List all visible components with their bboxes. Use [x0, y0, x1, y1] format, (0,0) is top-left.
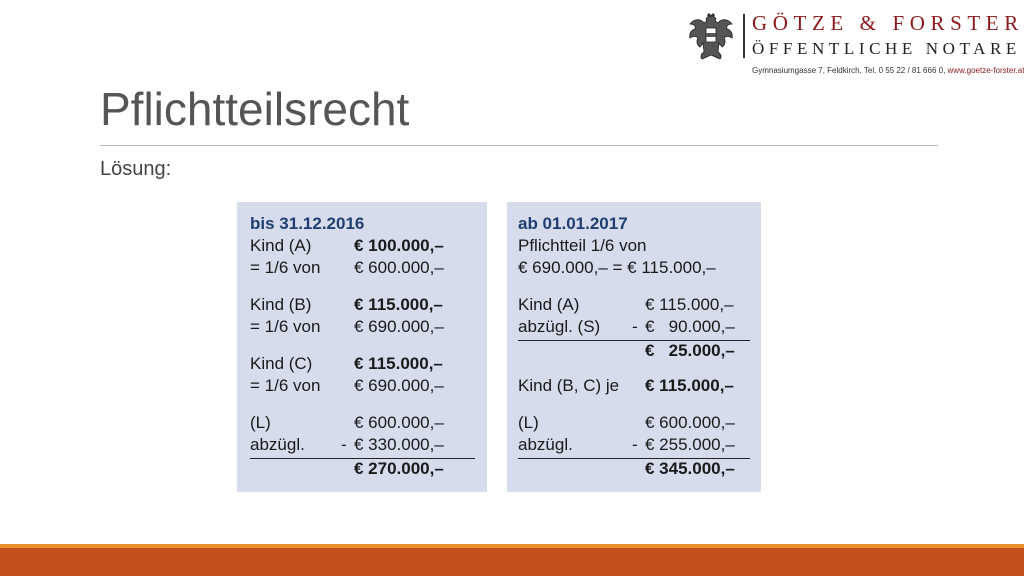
table-row: [507, 236, 761, 258]
row-label: € 690.000,– = € 115.000,–: [518, 258, 716, 277]
austrian-eagle-crest-icon: [686, 12, 736, 62]
row-label: = 1/6 von: [250, 258, 321, 277]
footer-bar: [0, 548, 1024, 576]
row-value: € 115.000,–: [354, 354, 443, 373]
calculation-box-from-2017: [507, 202, 761, 492]
result-value: € 345.000,–: [645, 459, 735, 478]
row-label: = 1/6 von: [250, 317, 321, 336]
row-value: € 690.000,–: [354, 376, 444, 395]
row-label: abzügl.: [250, 435, 305, 454]
table-row: [507, 341, 761, 363]
table-row: [507, 459, 761, 481]
firm-name: GÖTZE & FORSTER: [752, 11, 1024, 35]
minus-sign: -: [632, 317, 638, 336]
table-row: [507, 317, 761, 339]
table-row: [507, 413, 761, 435]
row-value: € 90.000,–: [645, 317, 735, 336]
logo-divider: [743, 14, 745, 58]
row-value: € 115.000,–: [354, 295, 443, 314]
table-row: [507, 435, 761, 457]
box-heading-row: [507, 214, 761, 236]
row-value: € 600.000,–: [645, 413, 735, 432]
result-value: € 270.000,–: [354, 459, 444, 478]
row-value: € 255.000,–: [645, 435, 735, 454]
row-label: Kind (B): [250, 295, 312, 314]
row-label: abzügl. (S): [518, 317, 601, 336]
row-value: € 115.000,–: [645, 295, 734, 314]
row-label: Kind (B, C) je: [518, 376, 620, 395]
minus-sign: -: [632, 435, 638, 454]
table-row: [507, 295, 761, 317]
table-row: [237, 317, 487, 339]
row-value: € 330.000,–: [354, 435, 444, 454]
row-label: = 1/6 von: [250, 376, 321, 395]
table-row: [237, 459, 487, 481]
table-row: [237, 376, 487, 398]
table-row: [237, 413, 487, 435]
firm-subtitle: ÖFFENTLICHE NOTARE: [752, 39, 1021, 58]
calculation-box-until-2016: [237, 202, 487, 492]
table-row: [237, 435, 487, 457]
title-divider: [100, 145, 938, 146]
box-heading: ab 01.01.2017: [518, 214, 628, 233]
row-label: (L): [250, 413, 271, 432]
slide-title: Pflichtteilsrecht: [100, 83, 410, 135]
website-link[interactable]: www.goetze-forster.at: [947, 66, 1024, 75]
row-label: Kind (A): [250, 236, 312, 255]
table-row: [507, 376, 761, 398]
table-row: [237, 295, 487, 317]
result-value: € 25.000,–: [645, 341, 735, 360]
row-label: abzügl.: [518, 435, 573, 454]
table-row: [237, 236, 487, 258]
table-row: [237, 258, 487, 280]
row-value: € 600.000,–: [354, 258, 444, 277]
row-label: (L): [518, 413, 539, 432]
row-value: € 100.000,–: [354, 236, 444, 255]
row-label: Kind (A): [518, 295, 580, 314]
box-heading-row: [237, 214, 487, 236]
slide-subtitle: Lösung:: [100, 158, 172, 180]
row-value: € 600.000,–: [354, 413, 444, 432]
table-row: [507, 258, 761, 280]
row-label: Kind (C): [250, 354, 313, 373]
address-text: Gymnasiumgasse 7, Feldkirch, Tel. 0 55 22 / 81 666 0,: [752, 66, 946, 75]
table-row: [237, 354, 487, 376]
box-heading: bis 31.12.2016: [250, 214, 365, 233]
minus-sign: -: [341, 435, 347, 454]
firm-address: [752, 66, 1024, 75]
row-label: Pflichtteil 1/6 von: [518, 236, 647, 255]
row-value: € 115.000,–: [645, 376, 734, 395]
row-value: € 690.000,–: [354, 317, 444, 336]
